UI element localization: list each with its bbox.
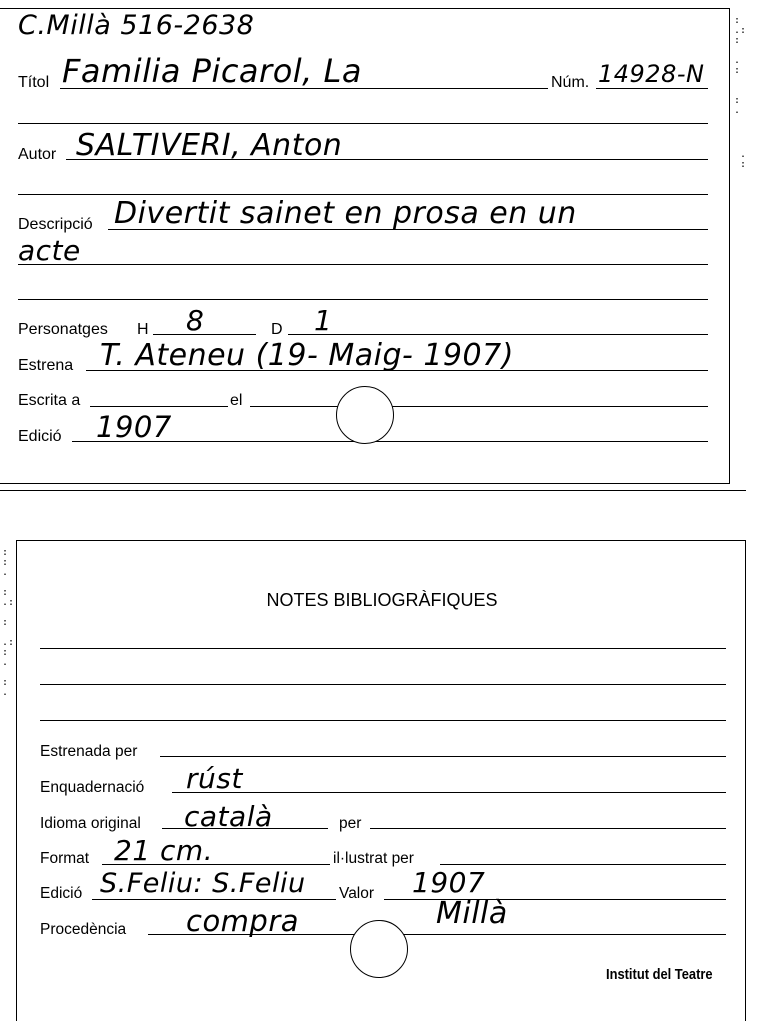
value-format: 21 cm.: [114, 834, 214, 867]
label-num: Núm.: [551, 74, 590, 91]
punch-hole: [350, 920, 408, 978]
value-d: 1: [314, 304, 333, 337]
value-h: 8: [186, 304, 205, 337]
line-num: [596, 88, 708, 89]
header-note: C.Millà 516-2638: [18, 10, 255, 41]
value-procedencia: compra: [186, 904, 300, 938]
ruled-line: [40, 648, 726, 649]
scan-speck: : .: : . : : .: [734, 15, 747, 116]
value-titol: Familia Picarol, La: [62, 52, 362, 90]
line-h: [153, 334, 256, 335]
value-enquadernacio: rúst: [186, 762, 243, 795]
value-estrena: T. Ateneu (19- Maig- 1907): [100, 338, 514, 373]
label-escrita-a: Escrita a: [18, 392, 81, 409]
label-estrenada-per: Estrenada per: [40, 743, 138, 760]
label-idioma-original: Idioma original: [40, 815, 141, 832]
label-el: el: [230, 392, 243, 409]
ruled-line: [18, 123, 708, 124]
line-el: [250, 406, 708, 407]
label-titol: Títol: [18, 74, 50, 91]
label-format: Format: [40, 850, 90, 867]
value-autor: SALTIVERI, Anton: [76, 128, 343, 163]
card-cut-line: [0, 490, 746, 491]
label-enquadernacio: Enquadernació: [40, 779, 145, 796]
institution-footer: Institut del Teatre: [606, 966, 713, 983]
notes-heading: NOTES BIBLIOGRÀFIQUES: [266, 590, 498, 610]
value-edicio-top: 1907: [96, 410, 172, 444]
ruled-line: [40, 684, 726, 685]
value-num: 14928-N: [598, 60, 705, 88]
line-enquadernacio: [172, 792, 726, 793]
scan-speck: . :: [740, 149, 747, 170]
label-h: H: [137, 321, 149, 338]
line-d: [288, 334, 708, 335]
line-descripcio-2: [18, 264, 708, 265]
value-valor: 1907: [412, 866, 486, 899]
label-valor: Valor: [339, 885, 375, 902]
scan-speck: : : . : .: : .: : . : .: [2, 547, 15, 698]
ruled-line: [18, 194, 708, 195]
value-edicio-bottom: S.Feliu: S.Feliu: [100, 868, 306, 899]
value-procedencia-name: Millà: [436, 896, 508, 931]
value-descripcio-1: Divertit sainet en prosa en un: [114, 196, 577, 231]
ruled-line: [18, 299, 708, 300]
label-estrena: Estrena: [18, 357, 74, 374]
punch-hole: [336, 386, 394, 444]
label-d: D: [271, 321, 283, 338]
label-per: per: [339, 815, 362, 832]
line-per: [370, 828, 726, 829]
line-edicio-bottom: [92, 899, 336, 900]
label-autor: Autor: [18, 146, 57, 163]
label-descripcio: Descripció: [18, 216, 93, 233]
label-edicio-top: Edició: [18, 428, 62, 445]
label-illustrat-per: il·lustrat per: [333, 850, 414, 867]
ruled-line: [40, 720, 726, 721]
line-escrita-a: [90, 406, 228, 407]
line-estrenada-per: [160, 756, 726, 757]
line-illustrat-per: [440, 864, 726, 865]
label-procedencia: Procedència: [40, 921, 127, 938]
label-edicio-bottom: Edició: [40, 885, 83, 902]
value-idioma-original: català: [184, 800, 273, 833]
label-personatges: Personatges: [18, 321, 108, 338]
value-descripcio-2: acte: [18, 234, 81, 267]
